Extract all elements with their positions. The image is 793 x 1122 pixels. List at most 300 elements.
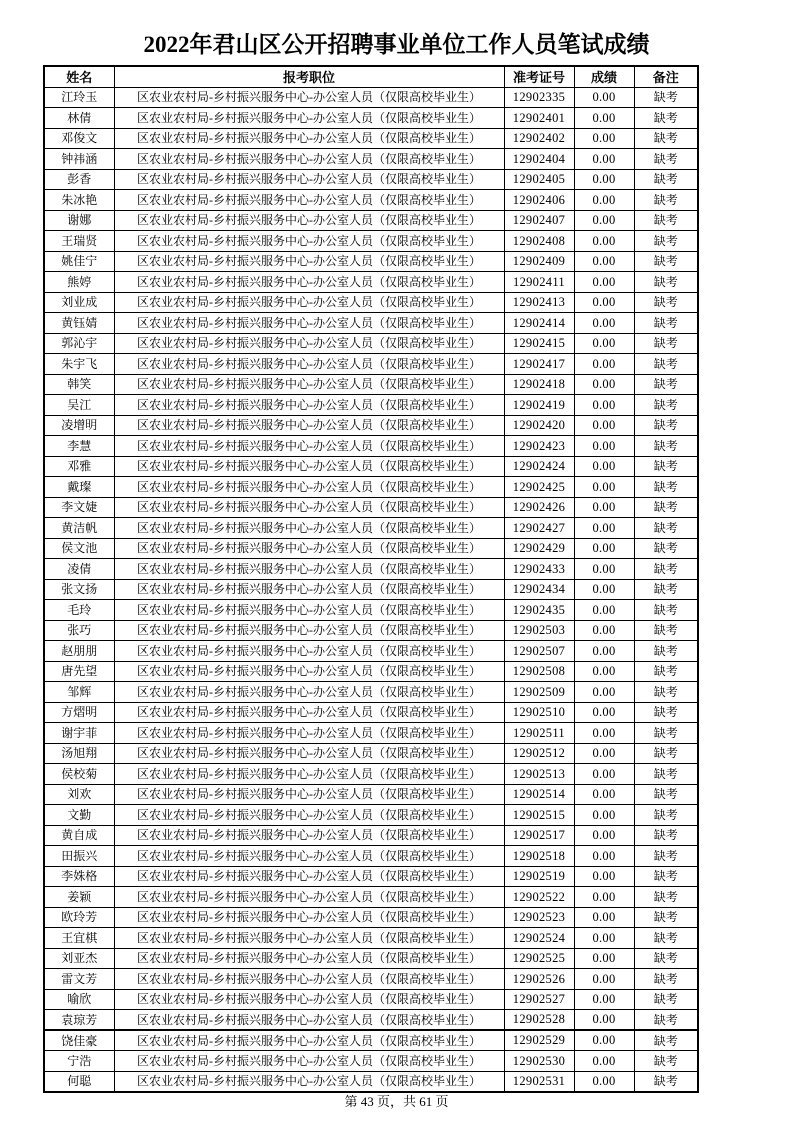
cell-ticket-number: 12902515 — [504, 805, 574, 826]
cell-name: 李慧 — [44, 436, 114, 457]
cell-score: 0.00 — [574, 887, 634, 908]
cell-name: 邓雅 — [44, 456, 114, 477]
cell-score: 0.00 — [574, 190, 634, 211]
cell-ticket-number: 12902402 — [504, 128, 574, 149]
cell-name: 邓俊文 — [44, 128, 114, 149]
table-row — [44, 948, 698, 969]
cell-score: 0.00 — [574, 497, 634, 518]
cell-name: 朱宇飞 — [44, 354, 114, 375]
cell-name: 汤旭翔 — [44, 743, 114, 764]
cell-score: 0.00 — [574, 128, 634, 149]
table-row — [44, 825, 698, 846]
table-row — [44, 784, 698, 805]
cell-name: 喻欣 — [44, 989, 114, 1010]
cell-position: 区农业农村局-乡村振兴服务中心-办公室人员（仅限高校毕业生） — [114, 579, 504, 600]
cell-ticket-number: 12902427 — [504, 518, 574, 539]
cell-name: 郭沁宇 — [44, 333, 114, 354]
cell-ticket-number: 12902517 — [504, 825, 574, 846]
cell-ticket-number: 12902414 — [504, 313, 574, 334]
cell-position: 区农业农村局-乡村振兴服务中心-办公室人员（仅限高校毕业生） — [114, 1030, 504, 1051]
cell-score: 0.00 — [574, 210, 634, 231]
cell-name: 韩笑 — [44, 374, 114, 395]
cell-position: 区农业农村局-乡村振兴服务中心-办公室人员（仅限高校毕业生） — [114, 825, 504, 846]
cell-name: 黄自成 — [44, 825, 114, 846]
table-row — [44, 436, 698, 457]
cell-remark: 缺考 — [634, 272, 698, 293]
table-row — [44, 723, 698, 744]
table-row — [44, 456, 698, 477]
table-row — [44, 374, 698, 395]
cell-score: 0.00 — [574, 641, 634, 662]
cell-score: 0.00 — [574, 989, 634, 1010]
cell-score: 0.00 — [574, 784, 634, 805]
table-row — [44, 887, 698, 908]
cell-position: 区农业农村局-乡村振兴服务中心-办公室人员（仅限高校毕业生） — [114, 641, 504, 662]
cell-position: 区农业农村局-乡村振兴服务中心-办公室人员（仅限高校毕业生） — [114, 538, 504, 559]
cell-position: 区农业农村局-乡村振兴服务中心-办公室人员（仅限高校毕业生） — [114, 415, 504, 436]
table-row — [44, 415, 698, 436]
cell-position: 区农业农村局-乡村振兴服务中心-办公室人员（仅限高校毕业生） — [114, 989, 504, 1010]
cell-position: 区农业农村局-乡村振兴服务中心-办公室人员（仅限高校毕业生） — [114, 1051, 504, 1072]
cell-position: 区农业农村局-乡村振兴服务中心-办公室人员（仅限高校毕业生） — [114, 620, 504, 641]
table-row — [44, 764, 698, 785]
cell-position: 区农业农村局-乡村振兴服务中心-办公室人员（仅限高校毕业生） — [114, 661, 504, 682]
cell-score: 0.00 — [574, 456, 634, 477]
cell-position: 区农业农村局-乡村振兴服务中心-办公室人员（仅限高校毕业生） — [114, 190, 504, 211]
table-row — [44, 231, 698, 252]
cell-position: 区农业农村局-乡村振兴服务中心-办公室人员（仅限高校毕业生） — [114, 333, 504, 354]
cell-remark: 缺考 — [634, 846, 698, 867]
cell-remark: 缺考 — [634, 559, 698, 580]
cell-ticket-number: 12902415 — [504, 333, 574, 354]
cell-position: 区农业农村局-乡村振兴服务中心-办公室人员（仅限高校毕业生） — [114, 477, 504, 498]
cell-name: 谢娜 — [44, 210, 114, 231]
table-row — [44, 333, 698, 354]
table-header-row — [44, 66, 698, 87]
cell-position: 区农业农村局-乡村振兴服务中心-办公室人员（仅限高校毕业生） — [114, 169, 504, 190]
cell-ticket-number: 12902529 — [504, 1030, 574, 1051]
cell-ticket-number: 12902528 — [504, 1010, 574, 1031]
cell-position: 区农业农村局-乡村振兴服务中心-办公室人员（仅限高校毕业生） — [114, 313, 504, 334]
cell-remark: 缺考 — [634, 497, 698, 518]
header-score: 成绩 — [574, 66, 634, 87]
cell-score: 0.00 — [574, 87, 634, 108]
cell-score: 0.00 — [574, 723, 634, 744]
table-row — [44, 169, 698, 190]
table-row — [44, 682, 698, 703]
cell-ticket-number: 12902429 — [504, 538, 574, 559]
cell-score: 0.00 — [574, 805, 634, 826]
cell-score: 0.00 — [574, 1030, 634, 1051]
cell-position: 区农业农村局-乡村振兴服务中心-办公室人员（仅限高校毕业生） — [114, 805, 504, 826]
cell-name: 黄洁帆 — [44, 518, 114, 539]
cell-ticket-number: 12902511 — [504, 723, 574, 744]
cell-remark: 缺考 — [634, 600, 698, 621]
cell-name: 方熠明 — [44, 702, 114, 723]
cell-ticket-number: 12902408 — [504, 231, 574, 252]
cell-position: 区农业农村局-乡村振兴服务中心-办公室人员（仅限高校毕业生） — [114, 743, 504, 764]
table-row — [44, 969, 698, 990]
cell-name: 王宜棋 — [44, 928, 114, 949]
cell-remark: 缺考 — [634, 87, 698, 108]
cell-remark: 缺考 — [634, 210, 698, 231]
cell-position: 区农业农村局-乡村振兴服务中心-办公室人员（仅限高校毕业生） — [114, 887, 504, 908]
table-row — [44, 1030, 698, 1051]
cell-ticket-number: 12902404 — [504, 149, 574, 170]
cell-name: 饶佳豪 — [44, 1030, 114, 1051]
cell-ticket-number: 12902512 — [504, 743, 574, 764]
cell-position: 区农业农村局-乡村振兴服务中心-办公室人员（仅限高校毕业生） — [114, 764, 504, 785]
cell-position: 区农业农村局-乡村振兴服务中心-办公室人员（仅限高校毕业生） — [114, 559, 504, 580]
cell-score: 0.00 — [574, 1010, 634, 1031]
cell-score: 0.00 — [574, 1051, 634, 1072]
cell-ticket-number: 12902508 — [504, 661, 574, 682]
cell-remark: 缺考 — [634, 1051, 698, 1072]
cell-remark: 缺考 — [634, 518, 698, 539]
cell-score: 0.00 — [574, 272, 634, 293]
cell-position: 区农业农村局-乡村振兴服务中心-办公室人员（仅限高校毕业生） — [114, 210, 504, 231]
cell-name: 江玲玉 — [44, 87, 114, 108]
cell-ticket-number: 12902523 — [504, 907, 574, 928]
cell-remark: 缺考 — [634, 149, 698, 170]
cell-score: 0.00 — [574, 661, 634, 682]
page-title: 2022年君山区公开招聘事业单位工作人员笔试成绩 — [143, 32, 650, 57]
table-row — [44, 313, 698, 334]
cell-ticket-number: 12902519 — [504, 866, 574, 887]
cell-name: 凌增明 — [44, 415, 114, 436]
cell-name: 刘欢 — [44, 784, 114, 805]
table-row — [44, 272, 698, 293]
table-row — [44, 190, 698, 211]
cell-position: 区农业农村局-乡村振兴服务中心-办公室人员（仅限高校毕业生） — [114, 87, 504, 108]
cell-ticket-number: 12902530 — [504, 1051, 574, 1072]
cell-position: 区农业农村局-乡村振兴服务中心-办公室人员（仅限高校毕业生） — [114, 251, 504, 272]
table-row — [44, 866, 698, 887]
cell-ticket-number: 12902413 — [504, 292, 574, 313]
table-row — [44, 702, 698, 723]
cell-remark: 缺考 — [634, 989, 698, 1010]
cell-position: 区农业农村局-乡村振兴服务中心-办公室人员（仅限高校毕业生） — [114, 272, 504, 293]
table-row — [44, 354, 698, 375]
cell-position: 区农业农村局-乡村振兴服务中心-办公室人员（仅限高校毕业生） — [114, 354, 504, 375]
cell-score: 0.00 — [574, 969, 634, 990]
cell-position: 区农业农村局-乡村振兴服务中心-办公室人员（仅限高校毕业生） — [114, 702, 504, 723]
cell-remark: 缺考 — [634, 928, 698, 949]
cell-ticket-number: 12902513 — [504, 764, 574, 785]
cell-ticket-number: 12902531 — [504, 1071, 574, 1092]
cell-remark: 缺考 — [634, 128, 698, 149]
table-row — [44, 641, 698, 662]
cell-score: 0.00 — [574, 436, 634, 457]
cell-remark: 缺考 — [634, 866, 698, 887]
cell-ticket-number: 12902514 — [504, 784, 574, 805]
header-position: 报考职位 — [114, 66, 504, 87]
table-row — [44, 1071, 698, 1092]
cell-name: 谢宇菲 — [44, 723, 114, 744]
cell-name: 王瑞贤 — [44, 231, 114, 252]
table-row — [44, 1010, 698, 1031]
cell-remark: 缺考 — [634, 702, 698, 723]
cell-name: 张文扬 — [44, 579, 114, 600]
cell-score: 0.00 — [574, 907, 634, 928]
cell-ticket-number: 12902435 — [504, 600, 574, 621]
table-row — [44, 477, 698, 498]
cell-name: 凌倩 — [44, 559, 114, 580]
cell-ticket-number: 12902426 — [504, 497, 574, 518]
cell-score: 0.00 — [574, 518, 634, 539]
cell-position: 区农业农村局-乡村振兴服务中心-办公室人员（仅限高校毕业生） — [114, 948, 504, 969]
cell-score: 0.00 — [574, 477, 634, 498]
cell-position: 区农业农村局-乡村振兴服务中心-办公室人员（仅限高校毕业生） — [114, 231, 504, 252]
table-row — [44, 989, 698, 1010]
cell-name: 侯校菊 — [44, 764, 114, 785]
cell-name: 刘业成 — [44, 292, 114, 313]
cell-score: 0.00 — [574, 620, 634, 641]
cell-position: 区农业农村局-乡村振兴服务中心-办公室人员（仅限高校毕业生） — [114, 846, 504, 867]
cell-remark: 缺考 — [634, 374, 698, 395]
cell-remark: 缺考 — [634, 231, 698, 252]
cell-remark: 缺考 — [634, 620, 698, 641]
cell-remark: 缺考 — [634, 395, 698, 416]
table-row — [44, 251, 698, 272]
cell-position: 区农业农村局-乡村振兴服务中心-办公室人员（仅限高校毕业生） — [114, 149, 504, 170]
cell-score: 0.00 — [574, 333, 634, 354]
cell-name: 张巧 — [44, 620, 114, 641]
cell-score: 0.00 — [574, 579, 634, 600]
cell-ticket-number: 12902509 — [504, 682, 574, 703]
cell-name: 刘亚杰 — [44, 948, 114, 969]
cell-ticket-number: 12902510 — [504, 702, 574, 723]
cell-remark: 缺考 — [634, 764, 698, 785]
table-row — [44, 907, 698, 928]
table-row — [44, 108, 698, 129]
cell-score: 0.00 — [574, 559, 634, 580]
cell-name: 宁浩 — [44, 1051, 114, 1072]
cell-name: 侯文池 — [44, 538, 114, 559]
cell-position: 区农业农村局-乡村振兴服务中心-办公室人员（仅限高校毕业生） — [114, 456, 504, 477]
cell-ticket-number: 12902424 — [504, 456, 574, 477]
cell-ticket-number: 12902335 — [504, 87, 574, 108]
cell-ticket-number: 12902525 — [504, 948, 574, 969]
cell-score: 0.00 — [574, 702, 634, 723]
cell-position: 区农业农村局-乡村振兴服务中心-办公室人员（仅限高校毕业生） — [114, 866, 504, 887]
cell-score: 0.00 — [574, 169, 634, 190]
cell-score: 0.00 — [574, 395, 634, 416]
cell-score: 0.00 — [574, 743, 634, 764]
cell-position: 区农业农村局-乡村振兴服务中心-办公室人员（仅限高校毕业生） — [114, 682, 504, 703]
cell-remark: 缺考 — [634, 292, 698, 313]
cell-score: 0.00 — [574, 764, 634, 785]
cell-remark: 缺考 — [634, 415, 698, 436]
table-row — [44, 87, 698, 108]
cell-ticket-number: 12902406 — [504, 190, 574, 211]
cell-remark: 缺考 — [634, 907, 698, 928]
cell-score: 0.00 — [574, 149, 634, 170]
cell-remark: 缺考 — [634, 661, 698, 682]
cell-ticket-number: 12902503 — [504, 620, 574, 641]
table-row — [44, 518, 698, 539]
cell-name: 田振兴 — [44, 846, 114, 867]
cell-position: 区农业农村局-乡村振兴服务中心-办公室人员（仅限高校毕业生） — [114, 436, 504, 457]
cell-remark: 缺考 — [634, 477, 698, 498]
cell-ticket-number: 12902423 — [504, 436, 574, 457]
cell-ticket-number: 12902527 — [504, 989, 574, 1010]
cell-score: 0.00 — [574, 354, 634, 375]
cell-remark: 缺考 — [634, 641, 698, 662]
cell-remark: 缺考 — [634, 1071, 698, 1092]
cell-ticket-number: 12902418 — [504, 374, 574, 395]
cell-name: 吴江 — [44, 395, 114, 416]
table-row — [44, 928, 698, 949]
cell-position: 区农业农村局-乡村振兴服务中心-办公室人员（仅限高校毕业生） — [114, 600, 504, 621]
cell-ticket-number: 12902409 — [504, 251, 574, 272]
cell-score: 0.00 — [574, 374, 634, 395]
cell-name: 雷文芳 — [44, 969, 114, 990]
cell-score: 0.00 — [574, 292, 634, 313]
cell-score: 0.00 — [574, 866, 634, 887]
cell-remark: 缺考 — [634, 805, 698, 826]
cell-name: 林倩 — [44, 108, 114, 129]
cell-remark: 缺考 — [634, 251, 698, 272]
cell-position: 区农业农村局-乡村振兴服务中心-办公室人员（仅限高校毕业生） — [114, 518, 504, 539]
cell-score: 0.00 — [574, 1071, 634, 1092]
cell-ticket-number: 12902407 — [504, 210, 574, 231]
cell-position: 区农业农村局-乡村振兴服务中心-办公室人员（仅限高校毕业生） — [114, 969, 504, 990]
cell-score: 0.00 — [574, 600, 634, 621]
cell-score: 0.00 — [574, 846, 634, 867]
cell-position: 区农业农村局-乡村振兴服务中心-办公室人员（仅限高校毕业生） — [114, 928, 504, 949]
cell-remark: 缺考 — [634, 579, 698, 600]
cell-ticket-number: 12902411 — [504, 272, 574, 293]
cell-name: 袁琼芳 — [44, 1010, 114, 1031]
cell-name: 钟祎涵 — [44, 149, 114, 170]
cell-remark: 缺考 — [634, 784, 698, 805]
header-name: 姓名 — [44, 66, 114, 87]
cell-position: 区农业农村局-乡村振兴服务中心-办公室人员（仅限高校毕业生） — [114, 784, 504, 805]
cell-position: 区农业农村局-乡村振兴服务中心-办公室人员（仅限高校毕业生） — [114, 1010, 504, 1031]
table-row — [44, 600, 698, 621]
cell-position: 区农业农村局-乡村振兴服务中心-办公室人员（仅限高校毕业生） — [114, 128, 504, 149]
cell-name: 熊婷 — [44, 272, 114, 293]
cell-position: 区农业农村局-乡村振兴服务中心-办公室人员（仅限高校毕业生） — [114, 292, 504, 313]
cell-score: 0.00 — [574, 538, 634, 559]
cell-position: 区农业农村局-乡村振兴服务中心-办公室人员（仅限高校毕业生） — [114, 723, 504, 744]
cell-name: 李文婕 — [44, 497, 114, 518]
cell-position: 区农业农村局-乡村振兴服务中心-办公室人员（仅限高校毕业生） — [114, 497, 504, 518]
cell-ticket-number: 12902524 — [504, 928, 574, 949]
table-row — [44, 128, 698, 149]
cell-score: 0.00 — [574, 825, 634, 846]
cell-remark: 缺考 — [634, 969, 698, 990]
cell-name: 姜颖 — [44, 887, 114, 908]
cell-remark: 缺考 — [634, 1030, 698, 1051]
table-row — [44, 497, 698, 518]
cell-score: 0.00 — [574, 415, 634, 436]
cell-name: 赵朋朋 — [44, 641, 114, 662]
cell-ticket-number: 12902420 — [504, 415, 574, 436]
cell-name: 彭香 — [44, 169, 114, 190]
cell-remark: 缺考 — [634, 1010, 698, 1031]
table-row — [44, 292, 698, 313]
cell-remark: 缺考 — [634, 825, 698, 846]
cell-ticket-number: 12902522 — [504, 887, 574, 908]
cell-ticket-number: 12902419 — [504, 395, 574, 416]
table-row — [44, 210, 698, 231]
cell-remark: 缺考 — [634, 354, 698, 375]
cell-name: 朱冰艳 — [44, 190, 114, 211]
cell-ticket-number: 12902401 — [504, 108, 574, 129]
cell-ticket-number: 12902433 — [504, 559, 574, 580]
cell-remark: 缺考 — [634, 108, 698, 129]
cell-ticket-number: 12902434 — [504, 579, 574, 600]
cell-remark: 缺考 — [634, 887, 698, 908]
cell-score: 0.00 — [574, 231, 634, 252]
cell-name: 何聪 — [44, 1071, 114, 1092]
cell-remark: 缺考 — [634, 333, 698, 354]
cell-remark: 缺考 — [634, 169, 698, 190]
cell-remark: 缺考 — [634, 743, 698, 764]
cell-name: 文勤 — [44, 805, 114, 826]
table-row — [44, 559, 698, 580]
cell-score: 0.00 — [574, 313, 634, 334]
cell-position: 区农业农村局-乡村振兴服务中心-办公室人员（仅限高校毕业生） — [114, 395, 504, 416]
cell-score: 0.00 — [574, 682, 634, 703]
table-row — [44, 620, 698, 641]
header-ticket-number: 准考证号 — [504, 66, 574, 87]
cell-score: 0.00 — [574, 948, 634, 969]
cell-remark: 缺考 — [634, 313, 698, 334]
cell-score: 0.00 — [574, 928, 634, 949]
cell-remark: 缺考 — [634, 723, 698, 744]
cell-name: 黄钰婧 — [44, 313, 114, 334]
cell-name: 唐先望 — [44, 661, 114, 682]
cell-score: 0.00 — [574, 108, 634, 129]
cell-ticket-number: 12902526 — [504, 969, 574, 990]
cell-name: 戴璨 — [44, 477, 114, 498]
table-row — [44, 1051, 698, 1072]
table-row — [44, 846, 698, 867]
score-table — [43, 65, 699, 1093]
cell-remark: 缺考 — [634, 456, 698, 477]
cell-remark: 缺考 — [634, 436, 698, 457]
table-row — [44, 149, 698, 170]
cell-remark: 缺考 — [634, 538, 698, 559]
cell-ticket-number: 12902518 — [504, 846, 574, 867]
cell-name: 李姝格 — [44, 866, 114, 887]
table-row — [44, 743, 698, 764]
cell-position: 区农业农村局-乡村振兴服务中心-办公室人员（仅限高校毕业生） — [114, 374, 504, 395]
page-number: 第 43 页，共 61 页 — [344, 1094, 449, 1109]
cell-ticket-number: 12902417 — [504, 354, 574, 375]
cell-score: 0.00 — [574, 251, 634, 272]
table-row — [44, 579, 698, 600]
cell-ticket-number: 12902405 — [504, 169, 574, 190]
cell-position: 区农业农村局-乡村振兴服务中心-办公室人员（仅限高校毕业生） — [114, 907, 504, 928]
cell-remark: 缺考 — [634, 682, 698, 703]
table-row — [44, 805, 698, 826]
cell-position: 区农业农村局-乡村振兴服务中心-办公室人员（仅限高校毕业生） — [114, 1071, 504, 1092]
cell-name: 毛玲 — [44, 600, 114, 621]
cell-ticket-number: 12902507 — [504, 641, 574, 662]
cell-ticket-number: 12902425 — [504, 477, 574, 498]
header-remark: 备注 — [634, 66, 698, 87]
table-row — [44, 661, 698, 682]
cell-name: 姚佳宁 — [44, 251, 114, 272]
cell-position: 区农业农村局-乡村振兴服务中心-办公室人员（仅限高校毕业生） — [114, 108, 504, 129]
cell-remark: 缺考 — [634, 948, 698, 969]
table-row — [44, 538, 698, 559]
cell-name: 欧玲芳 — [44, 907, 114, 928]
